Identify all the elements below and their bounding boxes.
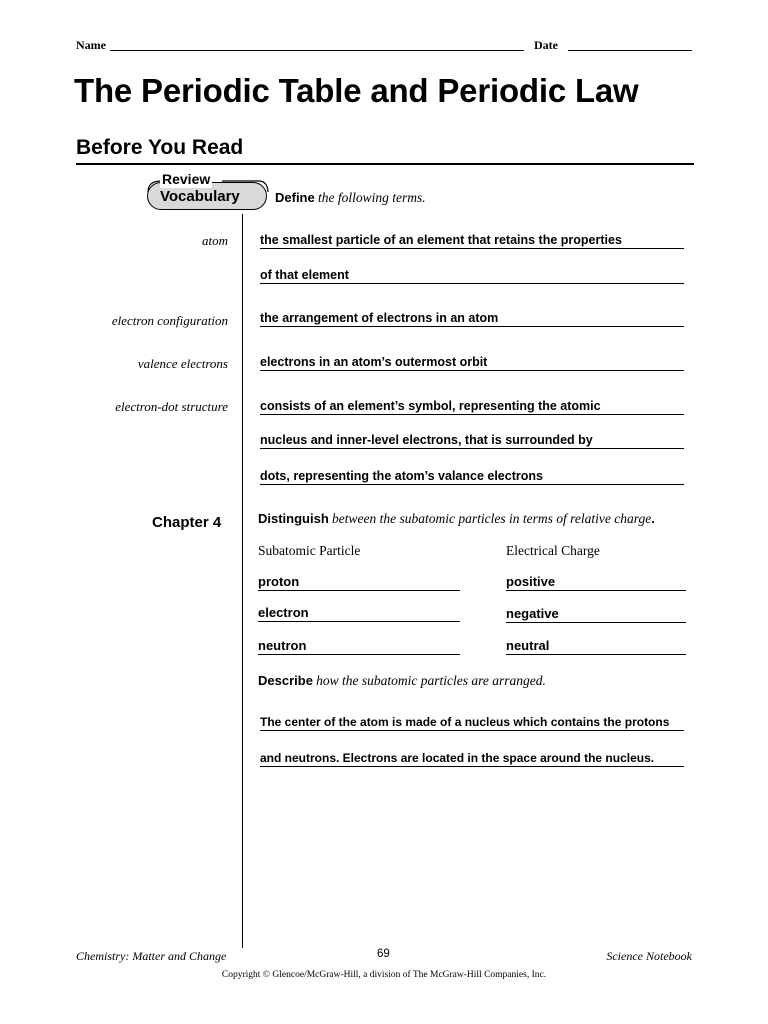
answer-line-atom-1[interactable]: the smallest particle of an element that retains the properties xyxy=(260,232,684,249)
chapter-label: Chapter 4 xyxy=(152,514,222,531)
answer-line-electron-dot-1[interactable]: consists of an element’s symbol, representing the atomic xyxy=(260,398,684,415)
distinguish-text: between the subatomic particles in terms of relative charge xyxy=(332,511,652,526)
describe-keyword: Describe xyxy=(258,673,313,688)
term-electron-configuration: electron configuration xyxy=(111,313,228,328)
particle-answer-2[interactable]: electron xyxy=(258,605,460,622)
name-label: Name xyxy=(76,38,106,52)
particle-answer-1[interactable]: proton xyxy=(258,574,460,591)
column-divider xyxy=(242,214,243,948)
section-heading: Before You Read xyxy=(76,136,244,159)
charge-answer-2[interactable]: negative xyxy=(506,606,686,623)
column-header-particle: Subatomic Particle xyxy=(258,543,361,558)
date-field[interactable] xyxy=(568,50,692,51)
term-valence-electrons: valence electrons xyxy=(137,356,228,371)
vocabulary-label: Vocabulary xyxy=(160,188,240,205)
describe-answer-1[interactable]: The center of the atom is made of a nucleus which contains the protons xyxy=(260,714,684,731)
footer-book-title: Chemistry: Matter and Change xyxy=(76,949,227,963)
charge-answer-3[interactable]: neutral xyxy=(506,638,686,655)
date-label: Date xyxy=(534,38,558,52)
copyright-notice: Copyright © Glencoe/McGraw-Hill, a division of The McGraw-Hill Companies, Inc. xyxy=(221,970,547,980)
describe-answer-2[interactable]: and neutrons. Electrons are located in the space around the nucleus. xyxy=(260,750,684,767)
answer-line-valence-electrons[interactable]: electrons in an atom’s outermost orbit xyxy=(260,354,684,371)
column-header-charge: Electrical Charge xyxy=(506,543,600,558)
term-atom: atom xyxy=(202,233,228,248)
term-electron-dot-structure: electron-dot structure xyxy=(115,399,228,414)
page-number: 69 xyxy=(377,948,390,960)
particle-answer-3[interactable]: neutron xyxy=(258,638,460,655)
review-label: Review xyxy=(162,171,211,187)
page-title: The Periodic Table and Periodic Law xyxy=(74,72,639,109)
define-instruction xyxy=(275,190,426,206)
footer-notebook-label: Science Notebook xyxy=(606,949,692,963)
distinguish-instruction xyxy=(258,511,655,527)
name-field[interactable] xyxy=(110,50,524,51)
distinguish-end-mark: . xyxy=(651,511,655,526)
describe-instruction xyxy=(258,673,546,689)
define-text: the following terms. xyxy=(317,190,426,205)
describe-text: how the subatomic particles are arranged. xyxy=(316,673,546,688)
answer-line-electron-dot-3[interactable]: dots, representing the atom’s valance electrons xyxy=(260,468,684,485)
define-keyword: Define xyxy=(275,190,315,205)
answer-line-atom-2[interactable]: of that element xyxy=(260,267,684,284)
section-divider xyxy=(76,163,694,165)
charge-answer-1[interactable]: positive xyxy=(506,574,686,591)
distinguish-keyword: Distinguish xyxy=(258,511,329,526)
answer-line-electron-configuration[interactable]: the arrangement of electrons in an atom xyxy=(260,310,684,327)
answer-line-electron-dot-2[interactable]: nucleus and inner-level electrons, that is surrounded by xyxy=(260,432,684,449)
